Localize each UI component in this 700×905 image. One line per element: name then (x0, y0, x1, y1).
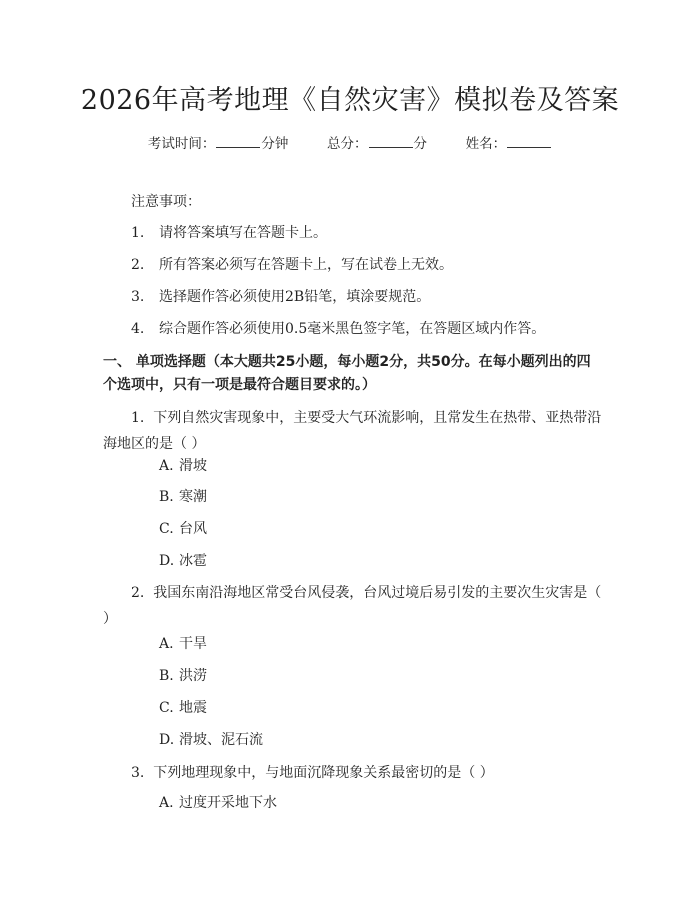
notice-item (131, 254, 453, 276)
score-blank[interactable] (369, 135, 413, 148)
exam-meta-line (0, 132, 700, 152)
option-letter: B. (159, 489, 174, 505)
notice-item (131, 318, 545, 340)
option-text: 冰雹 (179, 553, 207, 569)
question-2 (103, 580, 603, 632)
score-label: 总分： (327, 136, 368, 152)
question-text: 我国东南沿海地区常受台风侵袭，台风过境后易引发的主要次生灾害是（ ） (103, 585, 602, 627)
notice-heading: 注意事项： (131, 194, 201, 210)
option-text: 洪涝 (179, 668, 207, 684)
option-text: 寒潮 (179, 489, 207, 505)
option-letter: A. (159, 458, 174, 474)
time-unit: 分钟 (261, 136, 289, 152)
option-2b[interactable] (159, 665, 207, 687)
option-3a[interactable] (159, 792, 277, 814)
section-heading: 一、 单项选择题（本大题共25小题，每小题2分，共50分。在每小题列出的四个选项中，只有一项是最符合题目要求的。） (103, 354, 591, 393)
option-letter: C. (159, 521, 174, 537)
option-letter: D. (159, 553, 175, 569)
option-letter: A. (159, 795, 174, 811)
option-1d[interactable] (159, 550, 207, 572)
option-text: 过度开采地下水 (179, 795, 277, 811)
time-blank[interactable] (216, 135, 260, 148)
notice-item-text: 请将答案填写在答题卡上。 (159, 225, 327, 241)
option-letter: B. (159, 668, 174, 684)
option-text: 地震 (179, 700, 207, 716)
option-1b[interactable] (159, 486, 207, 508)
question-text: 下列地理现象中，与地面沉降现象关系最密切的是（ ） (153, 765, 494, 781)
question-1 (103, 405, 603, 457)
option-2d[interactable] (159, 729, 263, 751)
score-unit: 分 (413, 136, 427, 152)
notice-item-number: 3. (131, 289, 145, 305)
option-letter: A. (159, 636, 174, 652)
option-1c[interactable] (159, 518, 207, 540)
name-blank[interactable] (507, 135, 551, 148)
notice-item (131, 222, 327, 244)
notice-item-text: 选择题作答必须使用2B铅笔，填涂要规范。 (159, 289, 431, 305)
question-number: 3. (131, 765, 145, 781)
notice-item-number: 2. (131, 257, 145, 273)
option-1a[interactable] (159, 455, 207, 477)
time-label: 考试时间： (147, 136, 216, 152)
notice-item-number: 4. (131, 321, 145, 337)
option-text: 台风 (179, 521, 207, 537)
question-3 (103, 760, 603, 786)
notice-item (131, 286, 430, 308)
question-number: 2. (131, 585, 145, 601)
notice-item-text: 所有答案必须写在答题卡上，写在试卷上无效。 (159, 257, 453, 273)
notice-item-number: 1. (131, 225, 145, 241)
option-text: 干旱 (179, 636, 207, 652)
option-text: 滑坡、泥石流 (179, 732, 263, 748)
option-2c[interactable] (159, 697, 207, 719)
option-2a[interactable] (159, 633, 207, 655)
page-title: 2026年高考地理《自然灾害》模拟卷及答案 (80, 85, 620, 116)
option-letter: D. (159, 732, 175, 748)
question-text: 下列自然灾害现象中，主要受大气环流影响，且常发生在热带、亚热带沿海地区的是（ ） (103, 410, 602, 452)
notice-item-text: 综合题作答必须使用0.5毫米黑色签字笔，在答题区域内作答。 (159, 321, 546, 337)
question-number: 1. (131, 410, 145, 426)
option-letter: C. (159, 700, 174, 716)
option-text: 滑坡 (179, 458, 207, 474)
name-label: 姓名： (465, 136, 507, 152)
